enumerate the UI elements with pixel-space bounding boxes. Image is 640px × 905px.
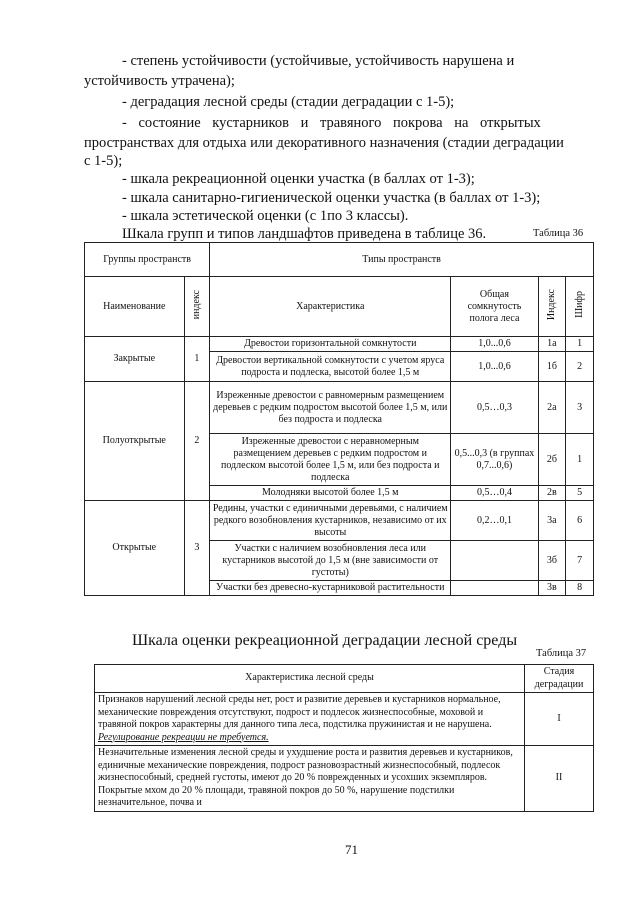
idx-cell: 2а bbox=[538, 382, 566, 434]
idx-cell: 1б bbox=[538, 352, 566, 382]
code-cell: 1 bbox=[566, 337, 594, 352]
group-name: Полуоткрытые bbox=[85, 382, 185, 501]
stage-cell: I bbox=[525, 693, 594, 746]
table-row bbox=[95, 746, 594, 812]
idx-cell: 2б bbox=[538, 434, 566, 486]
idx-cell: 3б bbox=[538, 541, 566, 581]
intro-line: - шкала санитарно-гигиенической оценки участка (в баллах от 1-3); bbox=[122, 190, 541, 206]
density-cell: 0,2…0,1 bbox=[451, 501, 538, 541]
col-density: Общая сомкнутость полога леса bbox=[451, 277, 538, 337]
char-cell: Древостои вертикальной сомкнутости с учетом яруса подроста и подлеска, высотой более 1,5 м bbox=[210, 352, 451, 382]
table37-caption: Таблица 37 bbox=[536, 648, 587, 659]
density-cell: 0,5…0,3 bbox=[451, 382, 538, 434]
idx-cell: 3в bbox=[538, 581, 566, 596]
col-index2: Индекс bbox=[545, 288, 557, 321]
table-row bbox=[85, 382, 594, 434]
char-cell: Изреженные древостои с равномерным размещением деревьев с редким подростом высотой более 1,5 м, или без подроста и подлеска bbox=[210, 382, 451, 434]
char-cell: Древостои горизонтальной сомкнутости bbox=[210, 337, 451, 352]
intro-line: - шкала рекреационной оценки участка (в баллах от 1-3); bbox=[122, 171, 475, 187]
code-cell: 1 bbox=[566, 434, 594, 486]
char-cell bbox=[95, 693, 525, 746]
intro-line: - состояние кустарников и травяного покрова на открытых bbox=[122, 115, 541, 131]
idx-cell: 1а bbox=[538, 337, 566, 352]
page-number: 71 bbox=[345, 842, 358, 857]
density-cell: 0,5…0,4 bbox=[451, 486, 538, 501]
intro-line: Шкала групп и типов ландшафтов приведена в таблице 36. bbox=[122, 226, 487, 242]
char-cell: Редины, участки с единичными деревьями, с наличием редкого возобновления кустарников, независимо от их высоты bbox=[210, 501, 451, 541]
stage-cell: II bbox=[525, 746, 594, 812]
density-cell: 1,0...0,6 bbox=[451, 337, 538, 352]
char-cell: Участки без древесно-кустарниковой растительности bbox=[210, 581, 451, 596]
col-char: Характеристика bbox=[210, 277, 451, 337]
intro-line: устойчивость утрачена); bbox=[84, 73, 235, 89]
col-char-37: Характеристика лесной среды bbox=[95, 665, 525, 693]
code-cell: 5 bbox=[566, 486, 594, 501]
group-index: 3 bbox=[184, 501, 210, 596]
table37-heading: Шкала оценки рекреационной деградации лесной среды bbox=[132, 632, 518, 649]
density-cell: 1,0...0,6 bbox=[451, 352, 538, 382]
intro-line: с 1-5); bbox=[84, 153, 123, 169]
code-cell: 3 bbox=[566, 382, 594, 434]
group-index: 2 bbox=[184, 382, 210, 501]
char-cell: Незначительные изменения лесной среды и ухудшение роста и развития деревьев и кустарников, единичные механические повреждения, подрост разновозрастный жизнеспособный, подлесок жизнеспособный, средней густоты, имеют до 20 % поврежденных и усохших экземпляров. Покрытые мхом до 20 % площади, травяной покров до 50 %, нарушение подстилки незначительное, почва и bbox=[95, 746, 525, 812]
idx-cell: 2в bbox=[538, 486, 566, 501]
intro-line: - степень устойчивости (устойчивые, устойчивость нарушена и bbox=[122, 53, 515, 69]
col-name: Наименование bbox=[85, 277, 185, 337]
density-cell: 0,5...0,3 (в группах 0,7...0,6) bbox=[451, 434, 538, 486]
char-cell: Изреженные древостои с неравномерным размещением деревьев с редким подростом и подлеском высотой более 1,5 м, или без подроста и подлеска bbox=[210, 434, 451, 486]
group-name: Закрытые bbox=[85, 337, 185, 382]
col-stage: Стадия деградации bbox=[525, 665, 594, 693]
char-cell: Участки с наличием возобновления леса или кустарников высотой до 1,5 м (вне зависимости от густоты) bbox=[210, 541, 451, 581]
group-index: 1 bbox=[184, 337, 210, 382]
intro-line: - шкала эстетической оценки (с 1по 3 классы). bbox=[122, 208, 409, 224]
col-index: индекс bbox=[190, 289, 202, 320]
row-text: Признаков нарушений лесной среды нет, рост и развитие деревьев и кустарников нормальное, механические повреждения отсутствуют, подрост и подлесок жизнеспособные, моховой и травяной покров характерны для данного типа леса, подстилка пружинистая и не нарушена. bbox=[98, 694, 501, 730]
density-cell bbox=[451, 541, 538, 581]
code-cell: 8 bbox=[566, 581, 594, 596]
idx-cell: 3а bbox=[538, 501, 566, 541]
intro-line: пространствах для отдыха или декоративного назначения (стадии деградации bbox=[84, 135, 564, 151]
group-name: Открытые bbox=[85, 501, 185, 596]
code-cell: 6 bbox=[566, 501, 594, 541]
code-cell: 7 bbox=[566, 541, 594, 581]
table-36 bbox=[84, 242, 594, 596]
code-cell: 2 bbox=[566, 352, 594, 382]
header-groups: Группы пространств bbox=[85, 243, 210, 277]
row-note: Регулирование рекреации не требуется. bbox=[98, 731, 269, 743]
table-row bbox=[85, 337, 594, 352]
table-row bbox=[85, 501, 594, 541]
table36-caption: Таблица 36 bbox=[533, 228, 584, 239]
table-37 bbox=[94, 664, 594, 812]
intro-line: - деградация лесной среды (стадии деградации с 1-5); bbox=[122, 94, 455, 110]
col-code: Шифр bbox=[573, 291, 585, 318]
table-row bbox=[95, 693, 594, 746]
char-cell: Молодняки высотой более 1,5 м bbox=[210, 486, 451, 501]
density-cell bbox=[451, 581, 538, 596]
header-types: Типы пространств bbox=[210, 243, 594, 277]
